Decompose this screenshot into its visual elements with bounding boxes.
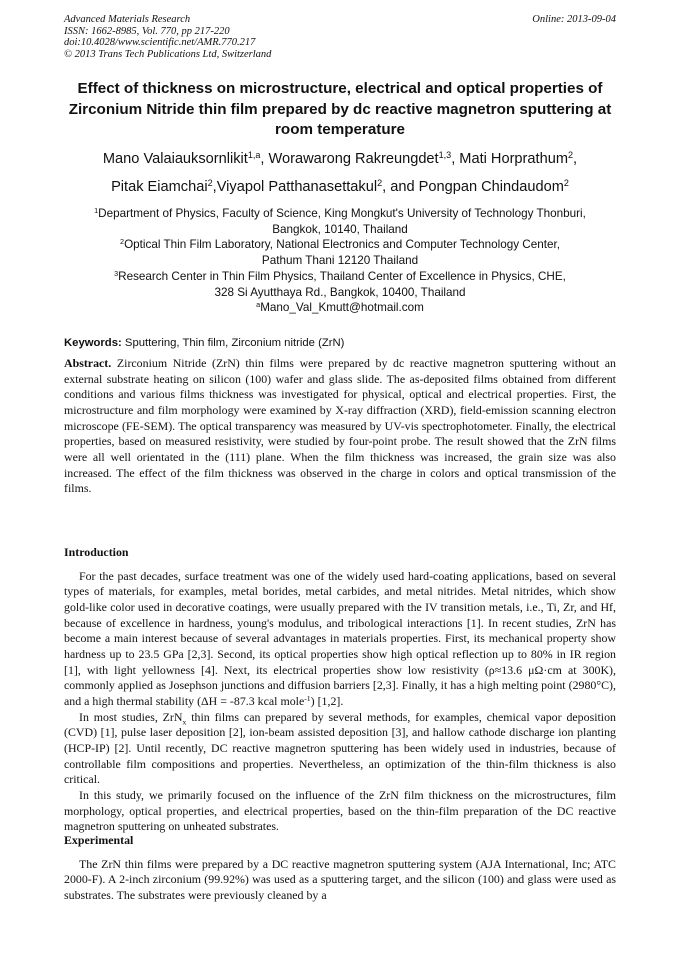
affiliation-1 [62,206,618,222]
author-separator: , [573,151,578,167]
affiliation-sup: 1 [94,206,99,216]
author-list [62,145,618,201]
author-affil-sup: 1,a [247,150,261,161]
affiliation-sup: 2 [120,237,125,247]
intro-p1-text-end: ) [1,2]. [310,693,344,708]
intro-p2-text: In most studies, ZrN [79,709,183,724]
affiliation-3 [62,269,618,285]
intro-p2-sub: x [182,716,187,726]
affiliation-2 [62,237,618,253]
author-name: Pitak Eiamchai [111,179,208,195]
keywords-text: Sputtering, Thin film, Zirconium nitride (ZrN) [124,337,345,349]
issn-line: ISSN: 1662-8985, Vol. 770, pp 217-220 [64,25,230,37]
journal-header [64,14,616,60]
journal-name: Advanced Materials Research [64,14,191,25]
author-separator: , [451,151,460,167]
doi-line[interactable]: doi:10.4028/www.scientific.net/AMR.770.217 [64,37,256,49]
author-name: Viyapol Patthanasettakul [216,179,378,195]
affiliations [62,206,618,316]
email-address[interactable]: Mano_Val_Kmutt@hotmail.com [260,301,424,315]
author-separator: , and [382,179,419,195]
abstract-text: Zirconium Nitride (ZrN) thin films were prepared by dc reactive magnetron sputtering without an external substrate heating on silicon (100) wafer and glass slide. The as-deposited films obtained from different conditions and various films thickness was investigated for physical, optical and electrical properties. First, the microstructure and film morphology were examined by X-ray diffraction (XRD), field-emission scanning electron microscope (FE-SEM). The optical transparency was measured by UV-vis spectrophotometer. Finally, the electrical properties, based on measured resistivity, were studied by four-point probe. The result showed that the ZrN films were all well orientated in the (111) plane. When the film thickness was increased, the grain size was also increased. The effect of the film thickness was observed in the charge in colors and optical transmission of the films. [64,356,616,496]
affiliation-2-line2: Pathum Thani 12120 Thailand [261,254,419,268]
keywords-label: Keywords: [64,337,122,349]
author-affil-sup: 2 [377,178,383,189]
affiliation-sup: 3 [114,268,119,278]
keywords [64,336,616,350]
author-separator: , [212,179,217,195]
intro-paragraph-2 [64,710,616,788]
author-affil-sup: 1,3 [438,150,452,161]
introduction-section [64,545,616,835]
abstract-section [64,356,616,497]
intro-paragraph-3: In this study, we primarily focused on the influence of the ZrN film thickness on the microstructures, film morphology, optical properties, and electrical properties, based on the thin-film preparation of the DC reactive magnetron sputtering on unheated substrates. [64,787,616,834]
author-name: Worawarong Rakreungdet [268,151,439,167]
experimental-paragraph-1: The ZrN thin films were prepared by a DC reactive magnetron sputtering system (AJA International, Inc; ATC 2000-F). A 2-inch zirconium (99.92%) was used as a sputtering target, and the silicon (100) and glass were used as substrates. The substrates were previously cleaned by a [64,856,616,902]
contact-email [62,300,618,316]
paper-title: Effect of thickness on microstructure, electrical and optical properties of Zirconium Nitride thin film prepared by dc reactive magnetron sputtering at room temperature [68,80,612,138]
affiliation-3-line2: 328 Si Ayutthaya Rd., Bangkok, 10400, Thailand [214,285,466,299]
email-sup: a [256,300,261,310]
online-date: Online: 2013-09-04 [532,14,616,25]
author-affil-sup: 2 [563,178,569,189]
author-separator: , [260,151,269,167]
author-name: Pongpan Chindaudom [418,179,564,195]
abstract-label: Abstract. [64,356,112,370]
intro-p1-text: For the past decades, surface treatment was one of the widely used hard-coating applications, based on several types of materials, for examples, metal borides, metal carbides, and metal nitrides. Metal nitrides, which show gold-like color used in decorative coatings, were usually prepared with the IV transition metals, i.e., Ti, Zr, and Hf, because of excellence in hardness, young's modulus, and tribological interactions [1]. In recent studies, ZrN has become a main interest because of several advantages in materials properties. First, its mechanical property show hardness up to 23.5 GPa [2,3]. Second, its optical properties show high optical reflection up to 80% in IR region [1], with light yellowness [4]. Next, its electrical properties show low resistivity (ρ≈13.6 μΩ·cm at 300K), commonly applied as Josephson junctions and diffusion barriers [2,3]. Finally, it has a high melting point (2980°C), and a high thermal stability (ΔH = -87.3 kcal mole [64,568,616,708]
intro-p2-text-end: thin films can prepared by several methods, for examples, chemical vapor deposition (CVD) [1], pulse laser deposition [2], ion-beam assisted deposition [3], and hallow cathode discharge ion planting (HCP-IP) [2]. Until recently, DC reactive magnetron sputtering has been widely used in industries, because of controllable film compositions and properties. Nevertheless, an optimization of the thin-film thickness is also critical. [64,709,617,787]
affiliation-text: Department of Physics, Faculty of Science, King Mongkut's University of Technology Thonburi, [98,207,586,220]
affiliation-text: Research Center in Thin Film Physics, Thailand Center of Excellence in Physics, CHE, [118,269,566,283]
author-affil-sup: 2 [207,178,213,189]
author-affil-sup: 2 [567,150,574,161]
affiliation-1-line2: Bangkok, 10140, Thailand [272,222,408,236]
experimental-heading: Experimental [64,833,134,847]
intro-paragraph-1 [64,569,616,710]
affiliation-text: Optical Thin Film Laboratory, National Electronics and Computer Technology Center, [124,238,560,252]
intro-p1-sup: -1 [304,693,311,703]
copyright-line: © 2013 Trans Tech Publications Ltd, Switzerland [64,48,272,60]
author-name: Mano Valaiauksornlikit [102,151,248,167]
introduction-heading: Introduction [64,545,129,559]
experimental-section [64,833,616,904]
author-name: Mati Horprathum [459,151,568,167]
